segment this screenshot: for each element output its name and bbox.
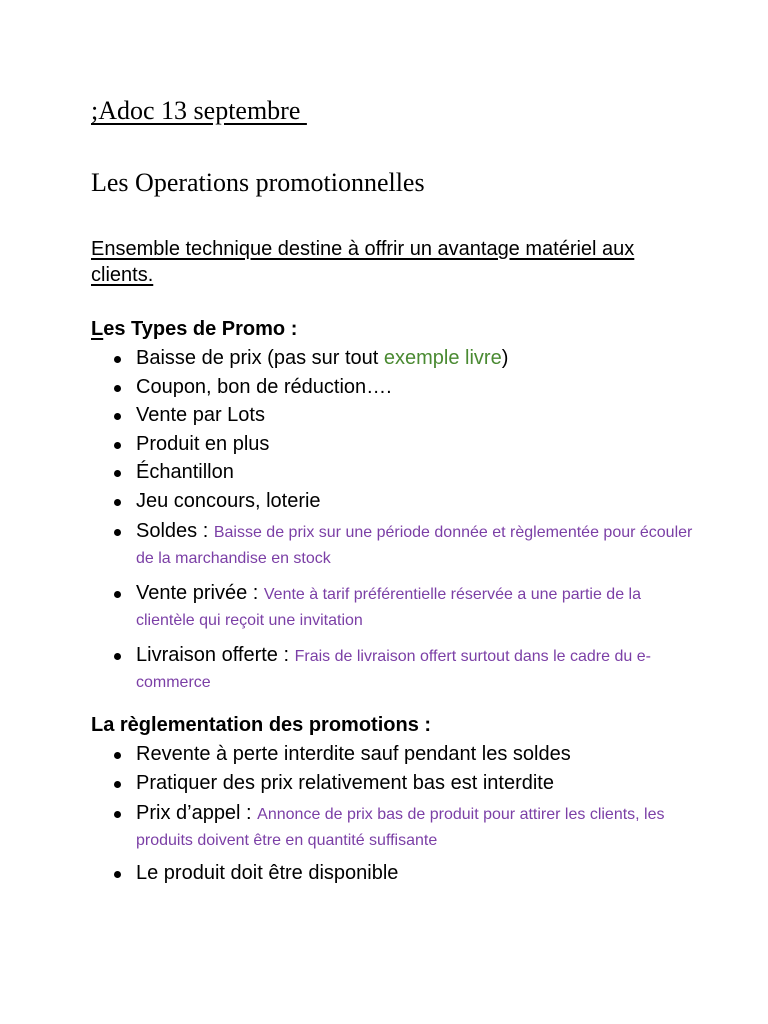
bullet-icon bbox=[114, 442, 121, 449]
list-item-text: Livraison offerte : bbox=[136, 644, 295, 666]
list-item bbox=[0, 769, 696, 798]
list-item bbox=[0, 430, 696, 459]
list-item-text: Jeu concours, loterie bbox=[136, 489, 321, 512]
list-item-text: Vente privée : bbox=[136, 582, 264, 604]
bullet-icon bbox=[114, 470, 121, 477]
list-item-text: Baisse de prix (pas sur tout bbox=[136, 347, 384, 369]
list-item-note: Frais de livraison offert surtout dans le cadre du e-commerce bbox=[136, 648, 651, 691]
list-item bbox=[0, 577, 696, 639]
list-item-text: Prix d’appel : bbox=[136, 802, 258, 824]
list-item bbox=[0, 740, 696, 769]
bullet-icon bbox=[114, 591, 121, 598]
list-item-text: Revente à perte interdite sauf pendant les soldes bbox=[136, 743, 571, 765]
promo-rules-list bbox=[0, 740, 696, 888]
list-item bbox=[0, 797, 696, 859]
list-item-text-after: ) bbox=[501, 347, 509, 369]
list-item-text: Pratiquer des prix relativement bas est interdite bbox=[136, 771, 554, 794]
bullet-icon bbox=[114, 499, 121, 506]
list-item-text: Le produit doit être disponible bbox=[136, 862, 399, 884]
promo-types-list bbox=[0, 344, 696, 701]
list-item bbox=[0, 458, 696, 487]
bullet-icon bbox=[114, 653, 121, 660]
list-item-note: Baisse de prix sur une période donnée et règlementée pour écouler de la marchandise en stock bbox=[136, 524, 693, 567]
bullet-icon bbox=[114, 356, 121, 363]
bullet-icon bbox=[114, 752, 121, 759]
list-item-text: Vente par Lots bbox=[136, 404, 265, 426]
bullet-icon bbox=[114, 781, 121, 788]
bullet-icon bbox=[114, 385, 121, 392]
bullet-icon bbox=[114, 871, 121, 878]
list-item-highlight: exemple livre bbox=[383, 347, 502, 369]
list-item bbox=[0, 401, 696, 430]
definition-text: Ensemble technique destine à offrir un avantage matériel aux clients. bbox=[91, 238, 635, 286]
list-item bbox=[0, 373, 696, 402]
date-heading: ;Adoc 13 septembre bbox=[91, 96, 307, 125]
list-item bbox=[0, 515, 696, 577]
list-item-text: Soldes : bbox=[136, 520, 214, 542]
list-item bbox=[0, 639, 696, 701]
rules-heading: La règlementation des promotions : bbox=[91, 714, 432, 736]
page-title: Les Operations promotionnelles bbox=[91, 168, 425, 197]
bullet-icon bbox=[114, 413, 121, 420]
list-item bbox=[0, 859, 696, 888]
list-item bbox=[0, 487, 696, 516]
list-item bbox=[0, 344, 696, 373]
list-item-text: Produit en plus bbox=[136, 432, 270, 455]
bullet-icon bbox=[114, 529, 121, 536]
list-item-note: Vente à tarif préférentielle réservée a une partie de la clientèle qui reçoit une invitation bbox=[136, 586, 641, 629]
types-heading-initial: L bbox=[91, 318, 104, 340]
list-item-note: Annonce de prix bas de produit pour attirer les clients, les produits doivent être en quantité suffisante bbox=[136, 806, 665, 849]
list-item-text: Échantillon bbox=[136, 461, 234, 483]
types-heading-rest: es Types de Promo : bbox=[103, 318, 298, 340]
list-item-text: Coupon, bon de réduction…. bbox=[136, 375, 392, 398]
bullet-icon bbox=[114, 811, 121, 818]
types-heading bbox=[91, 318, 297, 341]
